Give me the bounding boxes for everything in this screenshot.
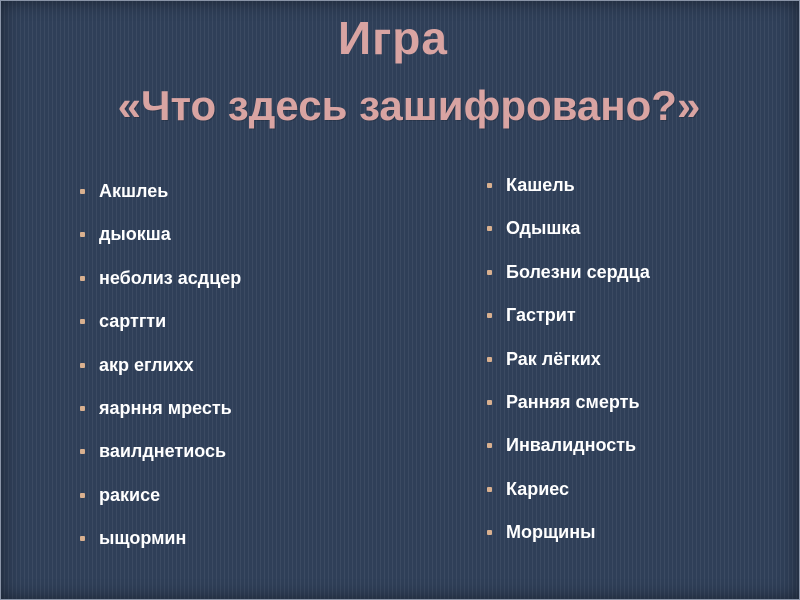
list-item-text: Одышка xyxy=(506,218,581,239)
list-item-text: Кариес xyxy=(506,478,570,499)
bullet-icon xyxy=(80,189,85,194)
list-item-text: Ранняя смерть xyxy=(506,391,640,412)
list-item-text: дыокша xyxy=(99,224,171,245)
bullet-icon xyxy=(80,406,85,411)
bullet-icon xyxy=(80,363,85,368)
list-item xyxy=(506,436,650,479)
list-item-text: ваилднетиось xyxy=(99,441,227,462)
bullet-icon xyxy=(80,493,85,498)
list-item xyxy=(99,312,241,355)
list-item xyxy=(506,306,650,349)
list-item-text: Болезни сердца xyxy=(506,261,650,282)
list-item xyxy=(99,529,241,572)
bullet-icon xyxy=(487,270,492,275)
bullet-icon xyxy=(80,536,85,541)
encrypted-words-list xyxy=(99,182,241,573)
list-item-text: акр еглихх xyxy=(99,354,194,375)
list-item xyxy=(99,269,241,312)
list-item xyxy=(506,480,650,523)
list-item xyxy=(506,523,650,566)
list-item xyxy=(506,263,650,306)
bullet-icon xyxy=(487,443,492,448)
list-item-text: ыщормин xyxy=(99,528,187,549)
list-item xyxy=(99,442,241,485)
list-item-text: сартгти xyxy=(99,311,167,332)
list-item-text: Инвалидность xyxy=(506,435,637,456)
list-item xyxy=(99,399,241,442)
list-item-text: Рак лёгких xyxy=(506,348,601,369)
bullet-icon xyxy=(80,449,85,454)
list-item xyxy=(506,393,650,436)
list-item xyxy=(506,350,650,393)
bullet-icon xyxy=(487,313,492,318)
list-item-text: Морщины xyxy=(506,522,596,543)
list-item-text: Акшлеь xyxy=(99,181,169,201)
bullet-icon xyxy=(80,232,85,237)
list-item xyxy=(99,356,241,399)
bullet-icon xyxy=(487,400,492,405)
list-item xyxy=(506,219,650,262)
answers-list xyxy=(506,176,650,567)
bullet-icon xyxy=(487,183,492,188)
slide-title: Игра xyxy=(338,12,448,64)
bullet-icon xyxy=(487,357,492,362)
bullet-icon xyxy=(487,226,492,231)
list-item-text: яарння мресть xyxy=(99,397,232,418)
list-item xyxy=(506,176,650,219)
list-item xyxy=(99,486,241,529)
list-item xyxy=(99,182,241,225)
bullet-icon xyxy=(487,530,492,535)
list-item-text: неболиз асдцер xyxy=(99,267,242,288)
bullet-icon xyxy=(80,276,85,281)
list-item-text: Кашель xyxy=(506,175,575,195)
bullet-icon xyxy=(80,319,85,324)
list-item-text: ракисе xyxy=(99,484,161,505)
bullet-icon xyxy=(487,487,492,492)
slide-subtitle: «Что здесь зашифровано?» xyxy=(117,82,701,129)
list-item-text: Гастрит xyxy=(506,305,576,326)
list-item xyxy=(99,225,241,268)
